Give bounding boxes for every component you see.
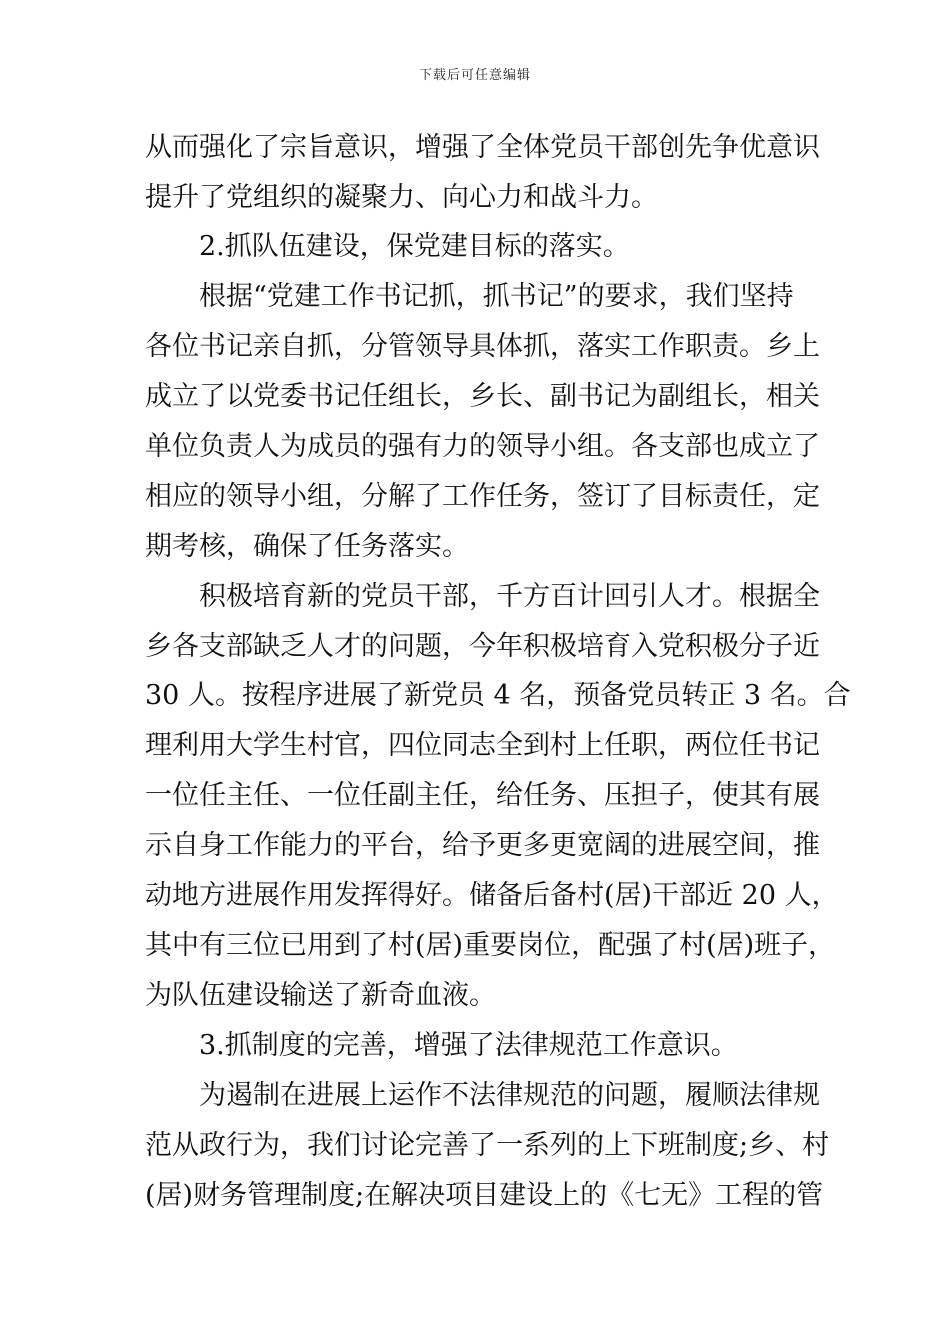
section-heading: 3.抓制度的完善，增强了法律规范工作意识。 <box>145 1030 738 1061</box>
text-line: 成立了以党委书记任组长，乡长、副书记为副组长，相关 <box>145 381 820 412</box>
text-line: 示自身工作能力的平台，给予更多更宽阔的进展空间，推 <box>145 830 820 861</box>
text-line: 其中有三位已用到了村(居)重要岗位，配强了村(居)班子， <box>145 930 836 961</box>
page-header: 下载后可任意编辑 <box>418 68 531 83</box>
text-line: 为遏制在进展上运作不法律规范的问题，履顺法律规 <box>145 1080 820 1111</box>
section-heading: 2.抓队伍建设，保党建目标的落实。 <box>145 231 630 262</box>
text-line: 单位负责人为成员的强有力的领导小组。各支部也成立了 <box>145 431 820 462</box>
text-line: 动地方进展作用发挥得好。储备后备村(居)干部近 20 人， <box>145 880 839 911</box>
text-line: 从而强化了宗旨意识，增强了全体党员干部创先争优意识 <box>145 132 820 163</box>
text-line: (居)财务管理制度;在解决项目建设上的《七无》工程的管 <box>145 1180 824 1211</box>
text-line: 积极培育新的党员干部，千方百计回引人才。根据全 <box>145 581 820 612</box>
text-line: 期考核，确保了任务落实。 <box>145 531 469 562</box>
text-line: 理利用大学生村官，四位同志全到村上任职，两位任书记 <box>145 730 820 761</box>
text-line: 为队伍建设输送了新奇血液。 <box>145 980 496 1011</box>
text-line: 相应的领导小组，分解了工作任务，签订了目标责任，定 <box>145 481 820 512</box>
text-line: 提升了党组织的凝聚力、向心力和战斗力。 <box>145 182 658 213</box>
text-line: 各位书记亲自抓，分管领导具体抓，落实工作职责。乡上 <box>145 331 820 362</box>
text-line: 30 人。按程序进展了新党员 4 名，预备党员转正 3 名。合 <box>145 680 851 711</box>
text-line: 根据“党建工作书记抓，抓书记”的要求，我们坚持 <box>145 281 794 312</box>
text-line: 一位任主任、一位任副主任，给任务、压担子，使其有展 <box>145 780 820 811</box>
text-line: 乡各支部缺乏人才的问题，今年积极培育入党积极分子近 <box>145 631 820 662</box>
text-line: 范从政行为，我们讨论完善了一系列的上下班制度;乡、村 <box>145 1130 830 1161</box>
